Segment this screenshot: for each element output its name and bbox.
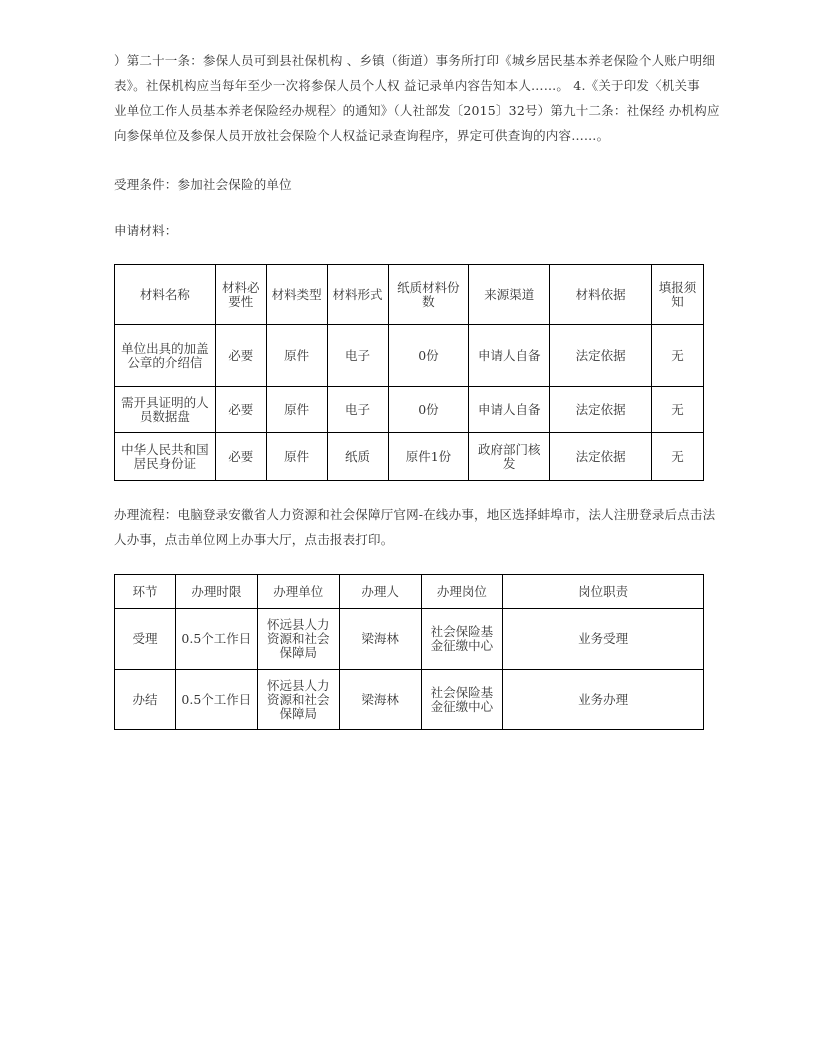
table-cell: 社会保险基金征缴中心	[421, 670, 503, 730]
process-paragraph	[114, 502, 714, 552]
intro-line-4: 向参保单位及参保人员开放社会保险个人权益记录查询程序，界定可供查询的内容……。	[114, 128, 610, 143]
table-row	[115, 609, 704, 670]
table-cell: 必要	[215, 387, 266, 433]
table-cell: 无	[651, 433, 703, 481]
table-cell: 电子	[327, 325, 388, 387]
header-material-basis: 材料依据	[550, 265, 652, 325]
table-row	[115, 325, 704, 387]
header-material-name: 材料名称	[115, 265, 216, 325]
intro-paragraph	[114, 48, 720, 148]
table-cell: 法定依据	[550, 387, 652, 433]
table-cell: 办结	[115, 670, 176, 730]
table-cell: 0.5个工作日	[175, 670, 257, 730]
header-material-form: 材料形式	[327, 265, 388, 325]
table-cell: 必要	[215, 325, 266, 387]
header-handler: 办理人	[339, 575, 421, 609]
table-cell: 法定依据	[550, 325, 652, 387]
table-cell: 申请人自备	[469, 387, 550, 433]
table-cell: 法定依据	[550, 433, 652, 481]
intro-line-3: 业单位工作人员基本养老保险经办规程〉的通知》（人社部发〔2015〕32号）第九十二条：社保经 办机构应	[114, 103, 720, 118]
conditions-text	[114, 172, 714, 197]
conditions-line: 受理条件：参加社会保险的单位	[114, 177, 292, 192]
materials-header-row	[115, 265, 704, 325]
table-row	[115, 670, 704, 730]
table-cell: 怀远县人力资源和社会保障局	[257, 609, 339, 670]
materials-label-text: 申请材料：	[114, 223, 178, 238]
header-material-type: 材料类型	[266, 265, 327, 325]
table-cell: 受理	[115, 609, 176, 670]
table-cell: 业务受理	[503, 609, 704, 670]
table-cell: 无	[651, 325, 703, 387]
table-cell: 电子	[327, 387, 388, 433]
header-step: 环节	[115, 575, 176, 609]
table-cell: 中华人民共和国居民身份证	[115, 433, 216, 481]
header-source-channel: 来源渠道	[469, 265, 550, 325]
table-cell: 原件	[266, 325, 327, 387]
process-header-row	[115, 575, 704, 609]
table-cell: 原件	[266, 387, 327, 433]
materials-label	[114, 218, 714, 243]
table-cell: 社会保险基金征缴中心	[421, 609, 503, 670]
table-cell: 梁海林	[339, 609, 421, 670]
table-cell: 纸质	[327, 433, 388, 481]
table-cell: 政府部门核发	[469, 433, 550, 481]
process-line-2: 人办事，点击单位网上办事大厅，点击报表打印。	[114, 532, 394, 547]
intro-line-2: 表》。社保机构应当每年至少一次将参保人员个人权 益记录单内容告知本人……。 4.《关于印发〈机关事	[114, 78, 700, 93]
table-cell: 必要	[215, 433, 266, 481]
table-cell: 申请人自备	[469, 325, 550, 387]
header-handling-post: 办理岗位	[421, 575, 503, 609]
intro-line-1: ）第二十一条：参保人员可到县社保机构 、乡镇（街道）事务所打印《城乡居民基本养老保险个人账户明细	[114, 53, 716, 68]
table-cell: 原件1份	[388, 433, 469, 481]
header-material-necessity: 材料必要性	[215, 265, 266, 325]
table-cell: 业务办理	[503, 670, 704, 730]
table-row	[115, 433, 704, 481]
header-paper-copies: 纸质材料份数	[388, 265, 469, 325]
table-cell: 0份	[388, 387, 469, 433]
materials-table	[114, 264, 704, 481]
header-handling-unit: 办理单位	[257, 575, 339, 609]
table-cell: 原件	[266, 433, 327, 481]
process-table	[114, 574, 704, 730]
table-cell: 无	[651, 387, 703, 433]
process-line-1: 办理流程：电脑登录安徽省人力资源和社会保障厅官网-在线办事，地区选择蚌埠市，法人注册登录后点击法	[114, 507, 716, 522]
table-cell: 单位出具的加盖公章的介绍信	[115, 325, 216, 387]
table-cell: 怀远县人力资源和社会保障局	[257, 670, 339, 730]
table-cell: 0.5个工作日	[175, 609, 257, 670]
header-time-limit: 办理时限	[175, 575, 257, 609]
table-cell: 梁海林	[339, 670, 421, 730]
header-post-duties: 岗位职责	[503, 575, 704, 609]
table-cell: 0份	[388, 325, 469, 387]
header-filling-notes: 填报须知	[651, 265, 703, 325]
table-cell: 需开具证明的人员数据盘	[115, 387, 216, 433]
table-row	[115, 387, 704, 433]
